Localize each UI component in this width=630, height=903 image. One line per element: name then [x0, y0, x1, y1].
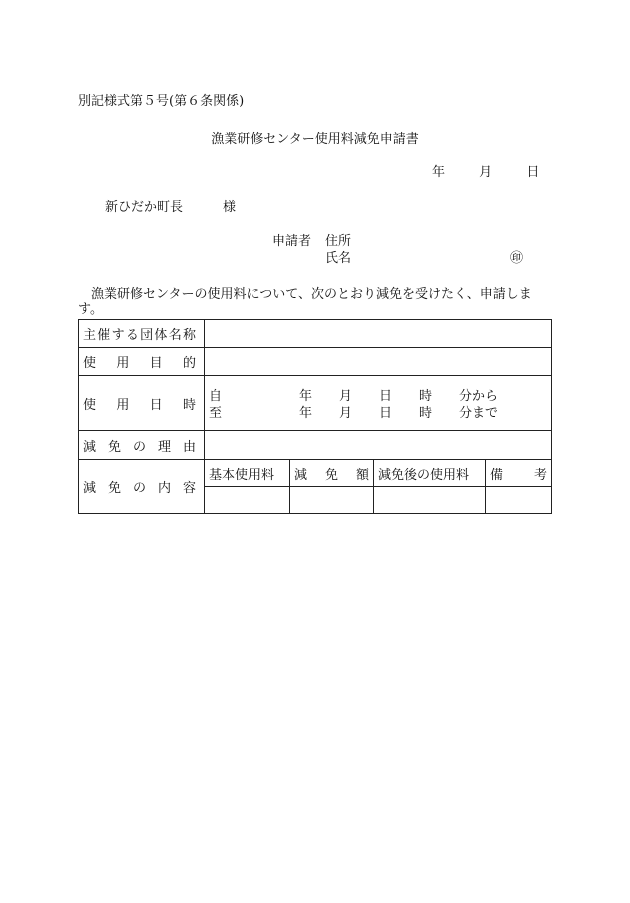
purpose-label-char: 使: [83, 356, 97, 371]
remarks-header-char: 備: [490, 467, 504, 483]
content-label-char: の: [132, 481, 146, 496]
date-month: 月: [479, 165, 493, 180]
applicant-name-label: 氏名: [325, 251, 352, 266]
reduction-field[interactable]: [290, 487, 374, 514]
reason-field[interactable]: [205, 431, 552, 460]
application-table: [78, 319, 552, 514]
content-label-char: 免: [107, 481, 121, 496]
reduction-header: [290, 460, 374, 487]
applicant-label: 申請者: [272, 234, 312, 249]
content-header-row: [79, 460, 552, 487]
content-label-char: 容: [182, 481, 196, 496]
reduction-header-char: 額: [355, 467, 369, 483]
datetime-label-char: 日: [149, 397, 163, 413]
form-number: 別記様式第５号(第６条関係): [78, 94, 245, 109]
organizer-label-char: 団: [140, 328, 154, 343]
purpose-field[interactable]: [205, 348, 552, 376]
content-label: [79, 460, 205, 514]
reduction-header-char: 免: [324, 467, 338, 483]
remarks-field[interactable]: [486, 487, 552, 514]
base-fee-field[interactable]: [205, 487, 290, 514]
datetime-label: [79, 376, 205, 431]
organizer-label-char: 名: [168, 328, 182, 343]
purpose-label: [79, 348, 205, 376]
base-fee-header: 基本使用料: [205, 460, 290, 487]
seal-mark: ㊞: [510, 251, 524, 266]
remarks-header-char: 考: [533, 467, 547, 483]
purpose-label-char: 的: [182, 356, 196, 371]
datetime-label-char: 時: [182, 397, 196, 413]
document-title: 漁業研修センター使用料減免申請書: [211, 132, 419, 147]
datetime-row: [79, 376, 552, 431]
applicant-address-label: 住所: [325, 234, 352, 249]
organizer-field[interactable]: [205, 320, 552, 348]
datetime-label-char: 使: [83, 397, 97, 413]
purpose-label-char: 用: [116, 356, 130, 371]
date-day: 日: [526, 165, 540, 180]
reason-label-char: 理: [157, 439, 171, 455]
reason-label-char: 減: [83, 439, 97, 455]
purpose-label-char: 目: [149, 356, 163, 371]
organizer-row: [79, 320, 552, 348]
reason-label: [79, 431, 205, 460]
organizer-label-char: 主: [83, 328, 97, 343]
statement-text: 漁業研修センターの使用料について、次のとおり減免を受けたく、申請します。: [78, 287, 532, 317]
reduction-header-char: 減: [294, 467, 308, 483]
organizer-label-char: 体: [154, 328, 168, 343]
organizer-label-char: す: [111, 328, 125, 343]
datetime-from: 自 年 月 日 時 分から: [209, 389, 499, 404]
addressee-honorific: 様: [223, 200, 237, 215]
reason-row: [79, 431, 552, 460]
reason-label-char: の: [132, 439, 146, 455]
date-year: 年: [432, 165, 446, 180]
organizer-label-char: 称: [182, 328, 196, 343]
after-fee-field[interactable]: [374, 487, 486, 514]
addressee: [105, 201, 236, 214]
content-label-char: 内: [157, 481, 171, 496]
reason-label-char: 由: [182, 439, 196, 455]
datetime-label-char: 用: [116, 397, 130, 413]
organizer-label-char: る: [125, 328, 139, 343]
addressee-name: 新ひだか町長: [105, 200, 184, 215]
remarks-header: [486, 460, 552, 487]
organizer-label-char: 催: [97, 328, 111, 343]
reason-label-char: 免: [107, 439, 121, 455]
content-label-char: 減: [83, 481, 97, 496]
after-fee-header: 減免後の使用料: [374, 460, 486, 487]
datetime-to: 至 年 月 日 時 分まで: [209, 406, 499, 421]
organizer-label: [79, 320, 205, 348]
date-line: [432, 166, 539, 179]
datetime-field[interactable]: [205, 376, 552, 431]
purpose-row: [79, 348, 552, 376]
